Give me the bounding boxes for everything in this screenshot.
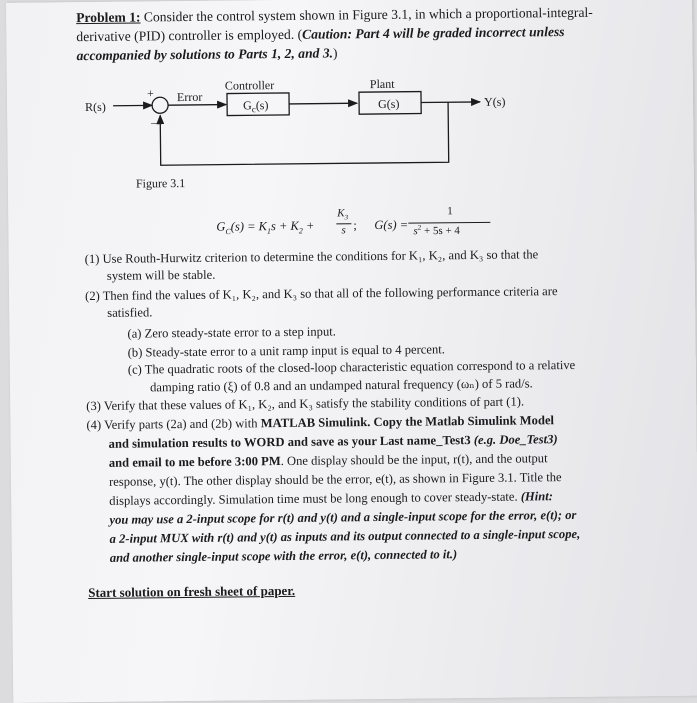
k3-numerator: $K_3$ — [337, 207, 348, 221]
figure-caption: Figure 3.1 — [136, 176, 185, 191]
caution-note: Caution: Part 4 will be graded incorrect unless — [302, 24, 565, 42]
question-2-line-2: satisfied. — [107, 304, 152, 321]
question-3: (3) Verify that these values of K₁, K₂, and K₃ satisfy the stability conditions of part (1). — [86, 393, 524, 415]
paper-sheet — [6, 0, 697, 703]
error-arrow — [168, 105, 226, 106]
gc-equation-left: $G_C(s) = K_1s + K_2$ + — [216, 219, 314, 237]
question-4-hint-line-2: a 2-input MUX with r(t) and y(t) as inputs and its output connected to a single-input scope, — [110, 526, 581, 548]
start-solution-note: Start solution on fresh sheet of paper. — [88, 583, 295, 601]
question-4-line-5: displays accordingly. Simulation time must be long enough to cover steady-state. (Hint: — [109, 488, 553, 510]
question-1-line-2: system will be stable. — [107, 267, 216, 285]
plant-title: Plant — [370, 77, 395, 91]
criterion-b: (b) Steady-state error to a unit ramp input is equal to 4 percent. — [128, 341, 445, 361]
input-label: R(s) — [85, 100, 106, 114]
g-denominator: $s^2 + 5s + 4$ — [413, 223, 460, 237]
g-equation-left: G(s) = — [374, 218, 408, 233]
question-4-hint-line-3: and another single-input scope with the error, e(t), connected to it.) — [110, 546, 458, 567]
controller-title: Controller — [225, 78, 274, 93]
feedback-path — [160, 102, 449, 165]
criterion-c-line-2: damping ratio (ξ) of 0.8 and an undamped natural frequency (ωₙ) of 5 rad/s. — [150, 375, 533, 396]
header-line-1-text: Consider the control system shown in Figure 3.1, in which a proportional-integral- — [140, 5, 592, 25]
question-4-line-3: and email to me before 3:00 PM. One display should be the input, r(t), and the output — [109, 450, 548, 472]
caution-note-cont: accompanied by solutions to Parts 1, 2, and 3. — [76, 45, 333, 63]
question-2-line-1: (2) Then find the values of K₁, K₂, and K₃ so that all of the following performance criteria are — [85, 283, 558, 305]
equation-separator: ; — [353, 218, 357, 233]
question-4-line-1: (4) Verify parts (2a) and (2b) with MATLAB Simulink. Copy the Matlab Simulink Model — [86, 412, 554, 434]
summing-junction — [152, 97, 168, 113]
output-label: Y(s) — [484, 95, 505, 109]
problem-label: Problem 1: — [76, 9, 140, 25]
plant-block-label: G(s) — [378, 97, 399, 111]
question-4-hint-line-1: you may use a 2-input scope for r(t) and y(t) and a single-input scope for the error, e(t); or — [109, 507, 576, 529]
question-4-line-2: and simulation results to WORD and save as your Last name_Test3 (e.g. Doe_Test3) — [109, 431, 558, 453]
question-4-line-4: response, y(t). The other display should be the error, e(t), as shown in Figure 3.1. Title the — [109, 469, 562, 491]
minus-sign: − — [150, 116, 157, 130]
question-1-line-1: (1) Use Routh-Hurwitz criterion to determine the conditions for K₁, K₂, and K₃ so that the — [85, 246, 539, 268]
k3-denominator: s — [341, 224, 345, 236]
block-diagram — [6, 0, 694, 203]
controller-to-plant-arrow — [289, 103, 357, 104]
criterion-c-line-1: (c) The quadratic roots of the closed-loop characteristic equation correspond to a relative — [128, 357, 576, 379]
g-numerator: 1 — [447, 205, 453, 217]
header-line-3-end: ) — [333, 45, 338, 60]
output-arrow — [421, 102, 480, 103]
transfer-equations — [216, 205, 516, 242]
controller-block-label: $G_c(s)$ — [243, 98, 269, 114]
header-line-2-text: derivative (PID) controller is employed. ( — [76, 27, 302, 44]
plus-sign: + — [147, 86, 154, 100]
criterion-a: (a) Zero steady-state error to a step input. — [127, 323, 336, 342]
error-label: Error — [177, 90, 202, 104]
